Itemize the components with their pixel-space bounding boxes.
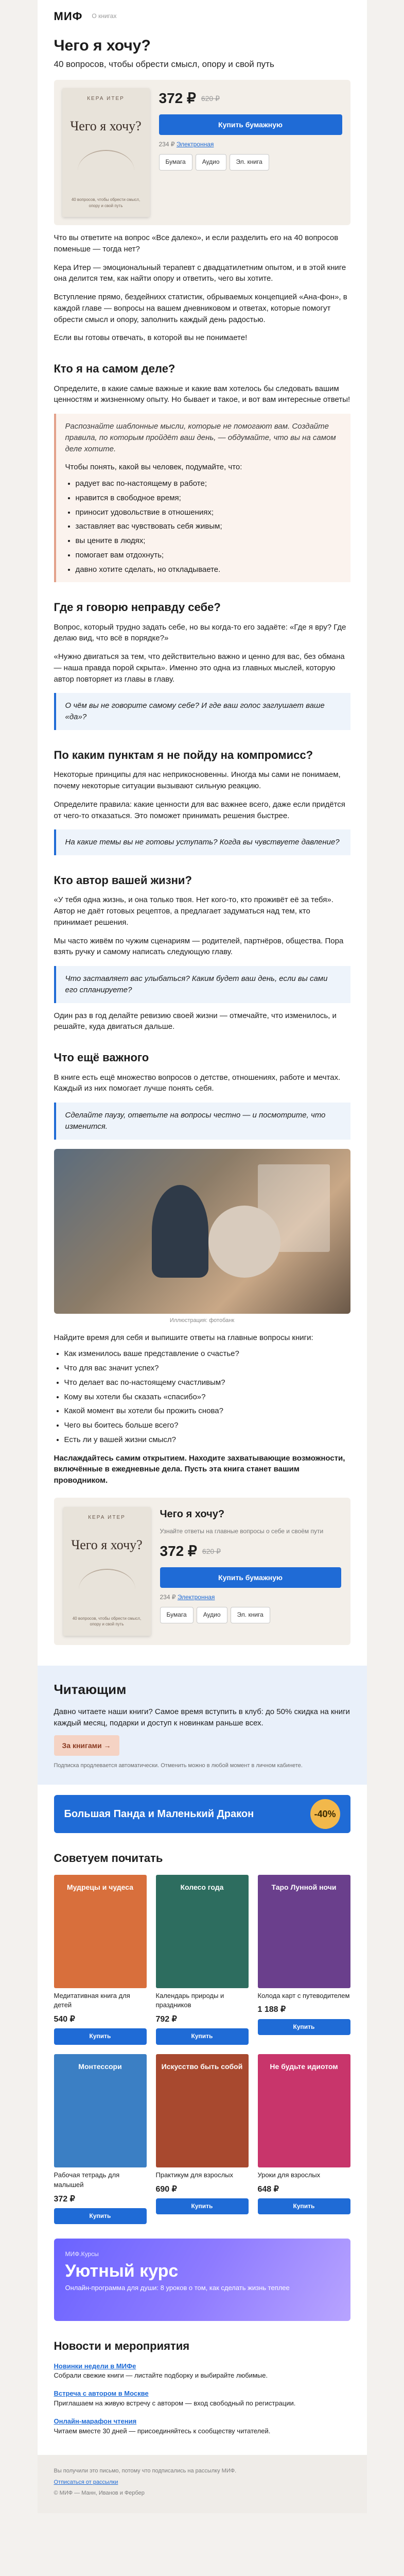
email-body: [38, 0, 367, 2513]
header: [38, 0, 367, 33]
buy-button[interactable]: Купить: [258, 2198, 350, 2214]
list-item: • нравится в свободное время;: [76, 493, 341, 504]
footer-text: Вы получили это письмо, потому что подписались на рассылку МИФ.: [54, 2467, 237, 2474]
cover-illustration: [78, 150, 134, 191]
news-item: [54, 2389, 350, 2409]
buy-button[interactable]: Купить: [258, 2019, 350, 2035]
cover-title: Не будьте идиотом: [270, 2062, 338, 2071]
club-text: Давно читаете наши книги? Самое время вступить в клуб: до 50% скидка на книги каждый месяц, подарки и доступ к новинкам раньше всех.: [54, 1707, 350, 1728]
list-item: • помогает вам отдохнуть;: [76, 550, 341, 561]
course-label: МИФ.Курсы: [65, 2250, 99, 2258]
section-title: Что ещё важного: [54, 1051, 149, 1064]
section-title: Где я говорю неправду себе?: [54, 601, 221, 614]
format-tabs: [159, 154, 342, 170]
format-ebook[interactable]: Эл. книга: [231, 1607, 270, 1623]
list-intro: Чтобы понять, какой вы человек, подумайте, что:: [65, 463, 242, 472]
book-cover[interactable]: [258, 2054, 350, 2167]
alt-price: 234 ₽: [160, 1594, 176, 1601]
hero-lead: 40 вопросов, чтобы обрести смысл, опору и свой путь: [54, 59, 274, 69]
section-lies: [38, 601, 367, 730]
buy-paper-button[interactable]: Купить бумажную: [159, 114, 342, 135]
book-subtitle: 40 вопросов, чтобы обрести смысл, опору и свой путь: [72, 1616, 142, 1627]
news-item: [54, 2417, 350, 2436]
buy-button[interactable]: Купить: [156, 2198, 249, 2214]
section-text: Определите, в какие самые важные и какие вам хотелось бы следовать вашим ценностям и жизненному опыту. Но бывает и такое, и вот вам интересные ответы!: [54, 384, 350, 404]
price-old: 620 ₽: [201, 94, 220, 103]
section-title: Советуем почитать: [54, 1852, 163, 1865]
price: 372 ₽: [160, 1543, 197, 1560]
list-item: • Есть ли у вашей жизни смысл?: [64, 1434, 350, 1446]
book-title: Чего я хочу?: [71, 1537, 143, 1552]
section-who-am-i: [38, 362, 367, 582]
question-list: [54, 1348, 350, 1445]
header-tagline: О книгах: [92, 12, 117, 20]
unsubscribe-link[interactable]: Отписаться от рассылки: [54, 2479, 118, 2485]
photo-caption: Иллюстрация: фотобанк: [169, 1317, 235, 1324]
section-text: Вопрос, который трудно задать себе, но вы когда-то его задаёте: «Где я вру? Где делаю вид, что всё в порядке?»: [54, 622, 346, 643]
news-text: Собрали свежие книги — листайте подборку и выбирайте любимые.: [54, 2371, 268, 2380]
hero: [38, 37, 367, 344]
list-item: • Какой момент вы хотели бы прожить снова?: [64, 1405, 350, 1417]
promo-banner[interactable]: [54, 1795, 350, 1833]
intro-paragraph: Что вы ответите на вопрос «Все далеко», и если разделить его на 40 вопросов поменьше — тогда нет?: [54, 233, 339, 253]
recommend-item: [258, 2054, 350, 2224]
format-audio[interactable]: Аудио: [197, 1607, 227, 1623]
question-list: [65, 478, 341, 575]
reading-club: [38, 1666, 367, 1785]
section-final: Наслаждайтесь самим открытием. Находите захватывающие возможности, включённые в ежедневные дела. Пусть эта книга станет вашим проводником.: [54, 1453, 345, 1485]
buy-paper-button[interactable]: Купить бумажную: [160, 1567, 341, 1588]
promo-title: Чего я хочу?: [160, 1508, 225, 1520]
quote-block: [54, 414, 350, 582]
section-text: Один раз в год делайте ревизию своей жизни — отмечайте, что изменилось, и решайте, куда двигаться дальше.: [54, 1011, 337, 1031]
alt-price-link[interactable]: Электронная: [176, 141, 214, 148]
price: 372 ₽: [159, 90, 196, 107]
brand-logo[interactable]: МИФ: [54, 10, 83, 23]
list-item: • заставляет вас чувствовать себя живым;: [76, 521, 341, 532]
copyright: © МИФ — Манн, Иванов и Фербер: [54, 2490, 145, 2497]
alt-price: 234 ₽: [159, 141, 175, 148]
cover-title: Искусство быть собой: [161, 2062, 243, 2071]
list-item: • Что для вас значит успех?: [64, 1363, 350, 1374]
format-paper[interactable]: Бумага: [160, 1607, 194, 1623]
book-author: КЕРА ИТЕР: [87, 96, 125, 102]
callout: Что заставляет вас улыбаться? Каким будет ваш день, если вы сами его спланируете?: [54, 966, 350, 1003]
book-name: Колода карт с путеводителем: [257, 1991, 350, 1999]
book-price: 690 ₽: [155, 2184, 177, 2194]
section-text: Некоторые принципы для нас неприкосновенны. Иногда мы сами не понимаем, почему некоторые ситуации вызывают сильную реакцию.: [54, 770, 341, 791]
section-text: Найдите время для себя и выпишите ответы на главные вопросы книги:: [54, 1333, 313, 1342]
photo-person: [152, 1185, 208, 1278]
list-item: • радует вас по-настоящему в работе;: [76, 478, 341, 489]
course-subtitle: Онлайн-программа для души: 8 уроков о том, как сделать жизнь теплее: [65, 2284, 290, 2292]
callout: На какие темы вы не готовы уступать? Когда вы чувствуете давление?: [54, 829, 350, 855]
cover-title: Колесо года: [180, 1883, 224, 1891]
promo-info: [160, 1507, 341, 1636]
news-link[interactable]: Онлайн-марафон чтения: [54, 2417, 137, 2425]
book-cover[interactable]: [54, 2054, 147, 2167]
hero-product-card: [54, 80, 350, 225]
list-item: • вы цените в людях;: [76, 535, 341, 547]
cover-title: Монтессори: [78, 2062, 122, 2071]
recommend-grid: [54, 1875, 350, 2225]
format-ebook[interactable]: Эл. книга: [230, 154, 269, 170]
banner-title: Большая Панда и Маленький Дракон: [64, 1808, 254, 1820]
price-block: [159, 88, 342, 217]
book-cover[interactable]: [62, 88, 150, 217]
list-item: • Чего вы боитесь больше всего?: [64, 1420, 350, 1431]
book-cover[interactable]: [54, 1875, 147, 1988]
promo-card: [54, 1498, 350, 1645]
buy-button[interactable]: Купить: [156, 2028, 249, 2044]
price-old: 620 ₽: [202, 1547, 221, 1556]
alt-price-link[interactable]: Электронная: [177, 1594, 215, 1601]
section-title: По каким пунктам я не пойду на компромисс?: [54, 748, 313, 761]
book-cover[interactable]: [156, 2054, 249, 2167]
book-title: Чего я хочу?: [70, 118, 142, 134]
list-item: • Что делает вас по-настоящему счастливым?: [64, 1377, 350, 1388]
book-price: 372 ₽: [54, 2194, 75, 2204]
section-text: В книге есть ещё множество вопросов о детстве, отношениях, работе и мечтах. Каждый из них помогает лучше понять себя.: [54, 1073, 341, 1093]
intro-paragraph: Вступление прямо, бездейнихх статистик, обрываемых концепцией «Ана-фон», в каждой главе — вопросы на вашем дневниковом и ответах, которые помогут обрести смысл и опору, заполнить каждый день радостью.: [54, 293, 347, 324]
recommend-item: [156, 2054, 249, 2224]
book-subtitle: 40 вопросов, чтобы обрести смысл, опору и свой путь: [71, 197, 140, 208]
section-text: «Нужно двигаться за тем, что действительно важно и ценно для вас, без обмана — наша правда порой скрыта». Именно это одна из главных мыслей, которую автор повторяет из главы в главу.: [54, 652, 345, 684]
book-price: 540 ₽: [54, 2015, 75, 2024]
book-price: 648 ₽: [257, 2184, 279, 2194]
quote-text: Распознайте шаблонные мысли, которые не помогают вам. Создайте правила, по которым пройдёт ваш день, — обдумайте, что вы на самом деле хотите.: [65, 422, 336, 453]
cover-illustration: [79, 1569, 135, 1610]
recommend: [38, 1852, 367, 2224]
news-link[interactable]: Новинки недели в МИФе: [54, 2362, 136, 2370]
section-more: [38, 1051, 367, 1645]
article-photo: [54, 1149, 350, 1314]
section-text: «У тебя одна жизнь, и она только твоя. Нет кого-то, кто проживёт её за тебя». Автор не даёт готовых рецептов, а предлагает задуматься над тем, кто принимает решения.: [54, 895, 333, 927]
recommend-item: [258, 1875, 350, 2045]
callout: Сделайте паузу, ответьте на вопросы честно — и посмотрите, что изменится.: [54, 1103, 350, 1140]
recommend-item: [54, 2054, 147, 2224]
book-name: Медитативная книга для детей: [54, 1991, 130, 2009]
news-item: [54, 2362, 350, 2381]
format-audio[interactable]: Аудио: [196, 154, 226, 170]
book-name: Уроки для взрослых: [257, 2171, 321, 2179]
book-cover[interactable]: [258, 1875, 350, 1988]
cover-title: Таро Лунной ночи: [271, 1883, 337, 1891]
list-item: • давно хотите сделать, но откладываете.: [76, 564, 341, 575]
news-link[interactable]: Встреча с автором в Москве: [54, 2389, 149, 2398]
section-text: Определите правила: какие ценности для вас важнее всего, даже если придётся от чего-то отказаться. Это поможет принимать решения быстрее.: [54, 800, 345, 820]
list-item: • Кому вы хотели бы сказать «спасибо»?: [64, 1392, 350, 1403]
news-text: Читаем вместе 30 дней — присоединяйтесь к сообществу читателей.: [54, 2427, 271, 2435]
club-button[interactable]: За книгами →: [54, 1735, 119, 1756]
section-title: Кто я на самом деле?: [54, 362, 175, 376]
promo-text: Узнайте ответы на главные вопросы о себе и своём пути: [160, 1527, 324, 1535]
recommend-item: [156, 1875, 249, 2045]
buy-button[interactable]: Купить: [54, 2208, 147, 2224]
intro-paragraph: Если вы готовы отвечать, в которой вы не понимаете!: [54, 333, 248, 343]
course-title: Уютный курс: [65, 2261, 179, 2281]
section-title: Кто автор вашей жизни?: [54, 874, 192, 887]
book-price: 1 188 ₽: [257, 2005, 286, 2014]
course-banner[interactable]: [54, 2239, 350, 2321]
book-name: Рабочая тетрадь для малышей: [54, 2171, 120, 2189]
book-cover[interactable]: [156, 1875, 249, 1988]
format-tabs: [160, 1607, 341, 1623]
club-note: Подписка продлевается автоматически. Отменить можно в любой момент в личном кабинете.: [54, 1762, 303, 1769]
list-item: • приносит удовольствие в отношениях;: [76, 507, 341, 518]
section-text: Мы часто живём по чужим сценариям — родителей, партнёров, общества. Пора взять ручку и самому написать следующую главу.: [54, 936, 344, 957]
section-title: Новости и мероприятия: [54, 2340, 190, 2353]
book-price: 792 ₽: [155, 2015, 177, 2024]
photo-person: [208, 1206, 280, 1278]
buy-button[interactable]: Купить: [54, 2028, 147, 2044]
book-name: Календарь природы и праздников: [155, 1991, 224, 2009]
news: [38, 2340, 367, 2436]
format-paper[interactable]: Бумага: [159, 154, 192, 170]
book-cover[interactable]: [63, 1507, 151, 1636]
footer: [38, 2455, 367, 2514]
club-title: Читающим: [54, 1681, 127, 1697]
book-author: КЕРА ИТЕР: [88, 1514, 126, 1520]
callout: О чём вы не говорите самому себе? И где ваш голос заглушает ваше «да»?: [54, 693, 350, 730]
list-item: • Как изменилось ваше представление о счастье?: [64, 1348, 350, 1360]
book-name: Практикум для взрослых: [155, 2171, 234, 2179]
section-compromise: [38, 749, 367, 855]
news-text: Приглашаем на живую встречу с автором — вход свободный по регистрации.: [54, 2399, 296, 2408]
page-title: Чего я хочу?: [54, 37, 151, 54]
recommend-item: [54, 1875, 147, 2045]
section-author: [38, 874, 367, 1032]
intro-paragraph: Кера Итер — эмоциональный терапевт с двадцатилетним опытом, и в этой книге она делится тем, как найти опору и ответить, чего вы хотите.: [54, 263, 346, 283]
discount-badge: -40%: [310, 1799, 340, 1829]
cover-title: Мудрецы и чудеса: [66, 1883, 134, 1891]
